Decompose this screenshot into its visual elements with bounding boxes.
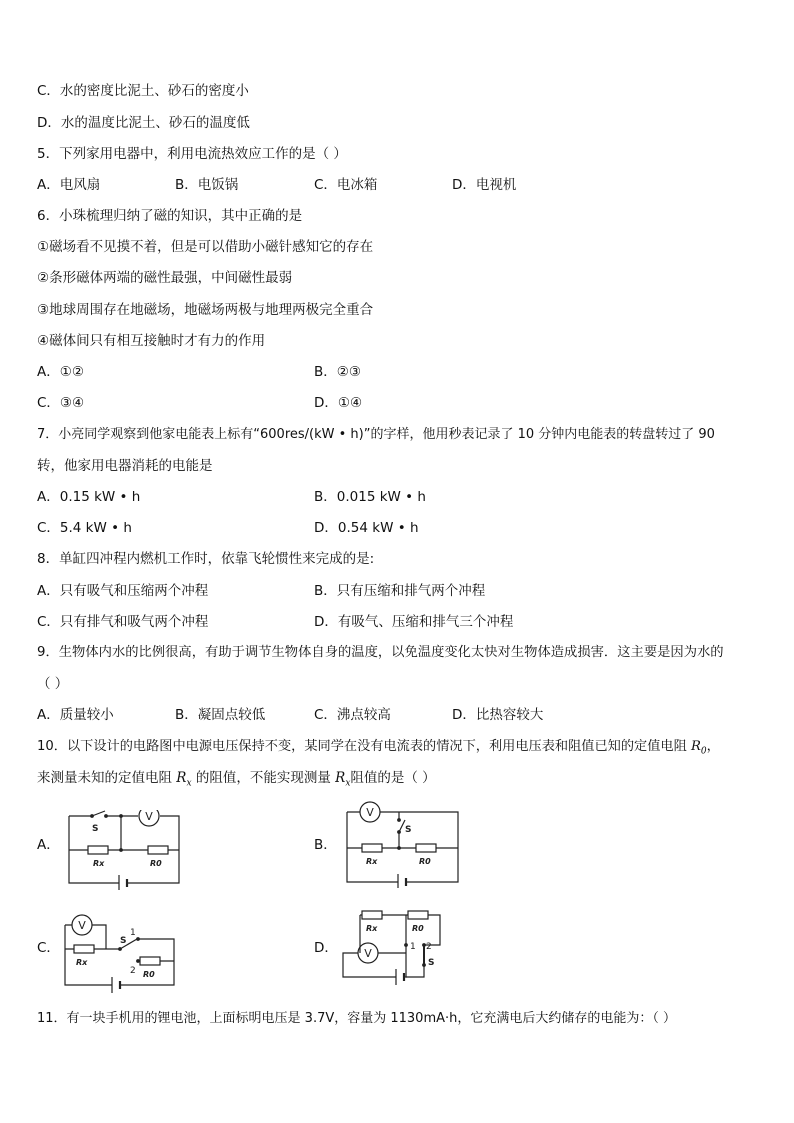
circuit-c-r1: Rx — [76, 958, 88, 967]
q5-option-b: B．电饭锅 — [175, 177, 239, 193]
q8-stem: 8．单缸四冲程内燃机工作时，依靠飞轮惯性来完成的是: — [37, 551, 375, 567]
q9-option-d: D．比热容较大 — [452, 707, 544, 723]
circuit-d-r1: Rx — [366, 924, 378, 933]
circuit-a-r1: Rx — [93, 859, 105, 868]
q9-option-a: A．质量较小 — [37, 707, 114, 723]
circuit-label-d: D． — [314, 940, 338, 956]
q7-option-b: B．0.015 kW • h — [314, 489, 426, 505]
q6-statement-3: ③地球周围存在地磁场，地磁场两极与地理两极完全重合 — [37, 302, 374, 318]
q7-option-d: D．0.54 kW • h — [314, 520, 419, 536]
circuit-b-r1: Rx — [366, 857, 378, 866]
resistor-rx-icon — [88, 846, 108, 854]
circuit-label-c: C． — [37, 940, 60, 956]
circuit-diagram-a — [66, 810, 186, 890]
rx-symbol: $R_x$ — [335, 770, 351, 789]
q6-option-d: D．①④ — [314, 395, 363, 411]
q9-option-c: C．沸点较高 — [314, 707, 391, 723]
circuit-a-switch: S — [92, 824, 99, 834]
circuit-diagram-d — [340, 905, 464, 985]
circuit-d-meter: V — [364, 947, 372, 960]
resistor-r0-icon — [148, 846, 168, 854]
q7-stem-line1: 7．小亮同学观察到他家电能表上标有“600res/(kW • h)”的字样，他用秒表记录了 10 分钟内电能表的转盘转过了 90 — [37, 427, 715, 442]
q4-option-c: C．水的密度比泥土、砂石的密度小 — [37, 83, 249, 99]
q7-option-c: C．5.4 kW • h — [37, 520, 132, 536]
rx-symbol: $R_x$ — [176, 770, 192, 789]
circuit-a-meter: V — [145, 810, 153, 823]
q9-stem-line2: （ ） — [37, 676, 69, 692]
q5-stem: 5．下列家用电器中，利用电流热效应工作的是（ ） — [37, 146, 347, 162]
resistor-r0-icon — [140, 957, 160, 965]
circuit-d-terminal-1: 1 — [410, 942, 416, 952]
q6-option-c: C．③④ — [37, 395, 85, 411]
circuit-b-switch: S — [405, 825, 412, 835]
resistor-rx-icon — [362, 844, 382, 852]
circuit-d-switch: S — [428, 958, 435, 968]
q6-statement-1: ①磁场看不见摸不着，但是可以借助小磁针感知它的存在 — [37, 239, 374, 255]
q6-statement-4: ④磁体间只有相互接触时才有力的作用 — [37, 333, 266, 349]
q9-stem-line1: 9．生物体内水的比例很高，有助于调节生物体自身的温度，以免温度变化太快对生物体造成损害．这主要是因为水的 — [37, 645, 724, 660]
circuit-c-r2: R0 — [143, 970, 155, 979]
circuit-a-r2: R0 — [150, 859, 162, 868]
resistor-rx-icon — [74, 945, 94, 953]
circuit-d-r2: R0 — [412, 924, 424, 933]
resistor-rx-icon — [362, 911, 382, 919]
q8-option-c: C．只有排气和吸气两个冲程 — [37, 614, 209, 630]
circuit-label-a: A． — [37, 837, 60, 853]
q8-option-d: D．有吸气、压缩和排气三个冲程 — [314, 614, 514, 630]
q7-option-a: A．0.15 kW • h — [37, 489, 141, 505]
q8-option-a: A．只有吸气和压缩两个冲程 — [37, 583, 209, 599]
circuit-label-b: B． — [314, 837, 337, 853]
circuit-c-switch: S — [120, 936, 127, 946]
circuit-b-meter: V — [366, 806, 374, 819]
q7-stem-line2: 转，他家用电器消耗的电能是 — [37, 458, 213, 474]
circuit-c-terminal-2: 2 — [130, 966, 136, 976]
q6-option-b: B．②③ — [314, 364, 361, 380]
q11-stem: 11．有一块手机用的锂电池，上面标明电压是 3.7V，容量为 1130mA·h，它充满电后大约储存的电能为：（ ） — [37, 1011, 677, 1026]
q9-option-b: B．凝固点较低 — [175, 707, 266, 723]
circuit-c-meter: V — [78, 919, 86, 932]
q10-stem-line1: 10．以下设计的电路图中电源电压保持不变，某同学在没有电流表的情况下，利用电压表和阻值已知的定值电阻 $R_0$， — [37, 739, 720, 757]
q6-stem: 6．小珠梳理归纳了磁的知识，其中正确的是 — [37, 208, 303, 224]
q5-option-d: D．电视机 — [452, 177, 517, 193]
q5-option-c: C．电冰箱 — [314, 177, 378, 193]
q6-statement-2: ②条形磁体两端的磁性最强，中间磁性最弱 — [37, 270, 293, 286]
q8-option-b: B．只有压缩和排气两个冲程 — [314, 583, 486, 599]
circuit-c-terminal-1: 1 — [130, 928, 136, 938]
q5-option-a: A．电风扇 — [37, 177, 101, 193]
r0-symbol: $R_0$ — [690, 739, 707, 757]
q10-stem-line2: 来测量未知的定值电阻 $R_x$ 的阻值，不能实现测量 $R_x$阻值的是（ ） — [37, 770, 436, 789]
q4-option-d: D．水的温度比泥土、砂石的温度低 — [37, 115, 250, 131]
circuit-diagram-b — [344, 800, 466, 888]
circuit-b-r2: R0 — [419, 857, 431, 866]
circuit-d-terminal-2: 2 — [426, 942, 432, 952]
circuit-diagram-c — [62, 913, 180, 995]
resistor-r0-icon — [416, 844, 436, 852]
resistor-r0-icon — [408, 911, 428, 919]
q6-option-a: A．①② — [37, 364, 84, 380]
